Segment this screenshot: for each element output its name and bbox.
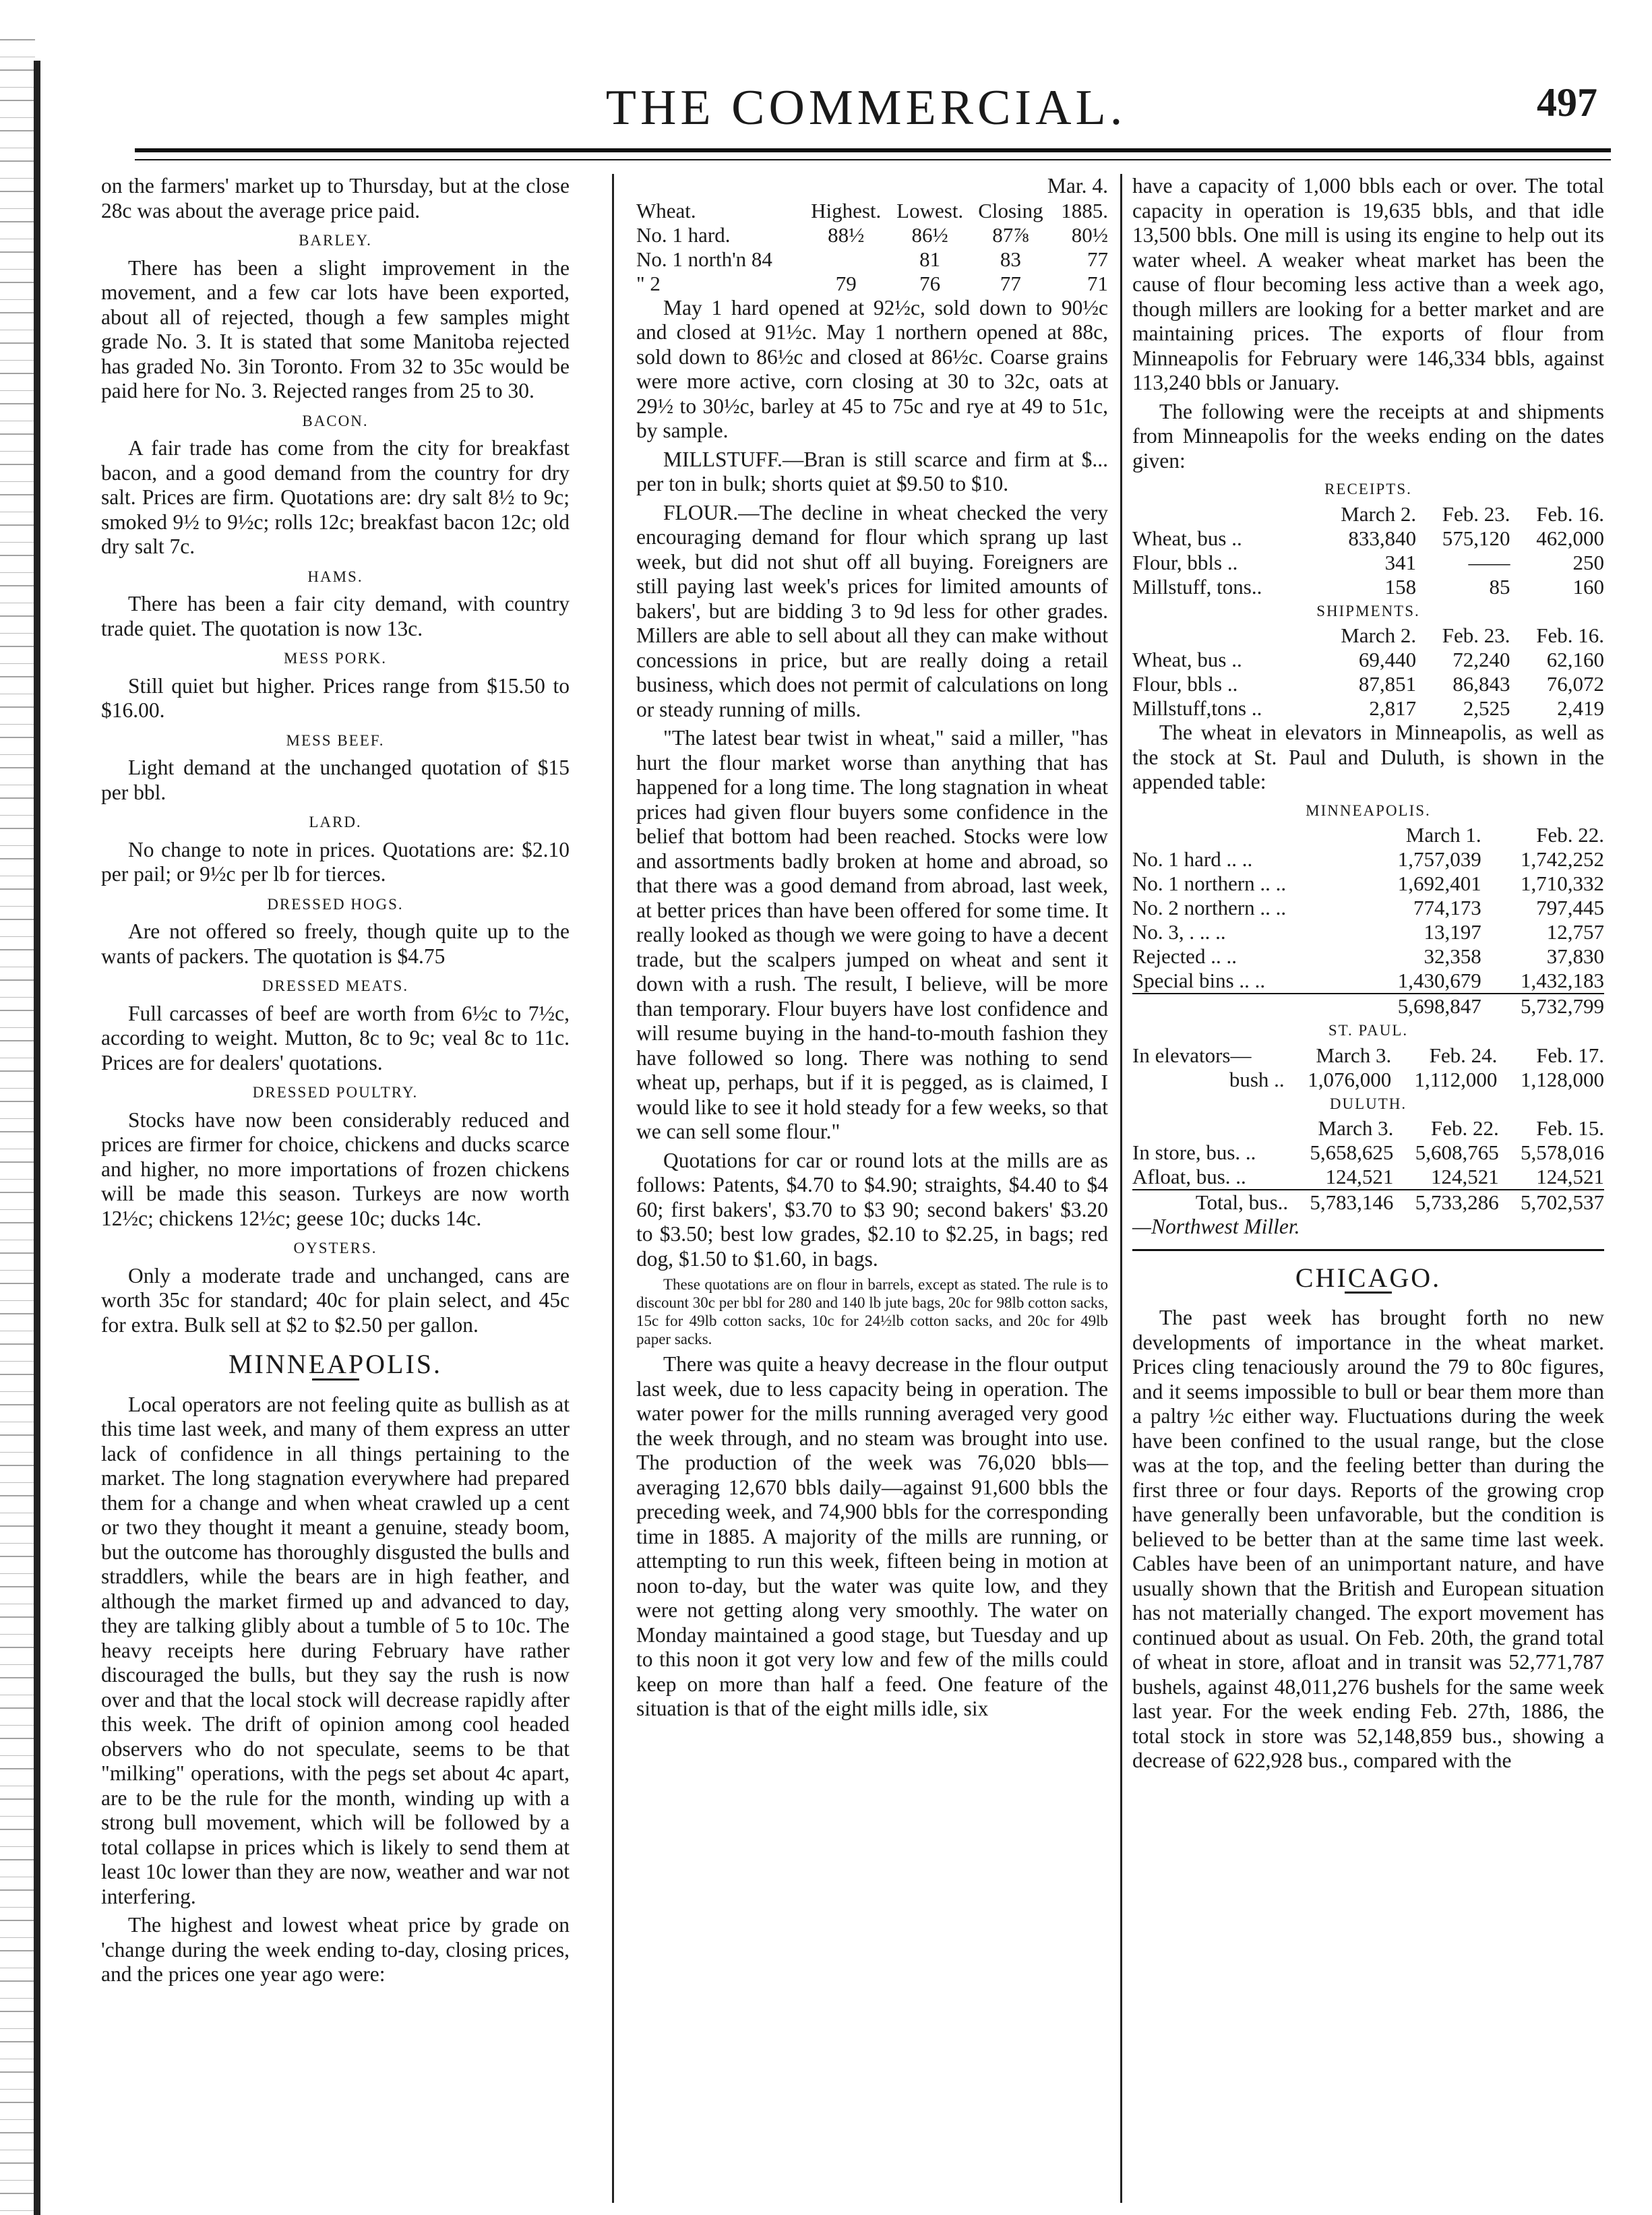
table-header-row <box>1132 1116 1604 1141</box>
table-row <box>1132 575 1604 599</box>
table-cell: 1,076,000 <box>1308 1067 1392 1091</box>
table-cell: Feb. 17. <box>1536 1043 1604 1067</box>
paragraph-quotations: Quotations for car or round lots at the mills are as follows: Patents, $4.70 to $4.90; straights, $4.40 to $4 60; first bakers', $3.70 to $3 90; second bakers' $3.20 to $3.50; best low grades, $2.10 to $2.25, in bags; red dog, $1.50 to $1.60, in bags. <box>636 1148 1108 1271</box>
table-header-cell: Feb. 16. <box>1536 502 1604 526</box>
table-cell: 2,817 <box>1369 696 1417 720</box>
section-heading-dressed-hogs: DRESSED HOGS. <box>267 895 404 913</box>
table-cell: —— <box>1468 550 1510 574</box>
column-3 <box>1132 174 1604 2203</box>
page-title: THE COMMERCIAL. <box>605 80 1127 135</box>
table-cell: No. 2 northern .. .. <box>1132 896 1287 919</box>
paragraph-oysters: Only a moderate trade and unchanged, cans are worth 35c for standard; 40c for plain select, and 45c for extra. Bulk sell at $2 to $2.50 per gallon. <box>101 1263 570 1337</box>
paragraph-dressed-meats: Full carcasses of beef are worth from 6½c to 7½c, according to weight. Mutton, 8c to 9c; veal 8c to 11c. Prices are for dealers' quotations. <box>101 1001 570 1074</box>
section-heading-dressed-meats: DRESSED MEATS. <box>262 977 409 994</box>
table-cell: 76 <box>919 271 941 295</box>
paragraph-lard: No change to note in prices. Quotations are: $2.10 per pail; or 9½c per lb for tierces. <box>101 837 570 886</box>
paragraph-dressed-hogs: Are not offered so freely, though quite up to the wants of packers. The quotation is $4.75 <box>101 919 570 968</box>
table-cell: 37,830 <box>1546 944 1604 968</box>
table-cell: 158 <box>1384 574 1417 599</box>
table-cell: No. 1 north'n 84 <box>636 247 772 271</box>
table-header-cell: Closing <box>978 198 1043 222</box>
table-total-row <box>1132 994 1604 1019</box>
table-cell: 86,843 <box>1452 672 1510 696</box>
table-cell: Wheat, bus .. <box>1132 526 1242 550</box>
table-row <box>1132 526 1604 551</box>
paragraph-following: The following were the receipts at and shipments from Minneapolis for the weeks ending on the dates given: <box>1132 399 1604 473</box>
table-cell: March 3. <box>1316 1043 1392 1067</box>
table-cell: Flour, bbls .. <box>1132 550 1238 574</box>
table-header-row <box>636 199 1108 223</box>
table-row <box>636 223 1108 247</box>
table-header-cell: March 2. <box>1341 624 1417 647</box>
table-cell: 5,698,847 <box>1358 994 1481 1019</box>
table-header-cell: March 1. <box>1405 823 1481 847</box>
table-cell <box>803 247 889 272</box>
table-header-cell: Feb. 16. <box>1536 624 1604 647</box>
table-row <box>1132 1141 1604 1165</box>
table-cell: 77 <box>1000 271 1021 295</box>
table-row <box>1132 944 1604 969</box>
table-cell: Flour, bbls .. <box>1132 672 1238 696</box>
table-cell: 124,521 <box>1430 1165 1499 1188</box>
table-cell: 5,733,286 <box>1393 1190 1498 1215</box>
paragraph-capacity: have a capacity of 1,000 bbls each or over. The total capacity in operation is 19,635 bbls, and that idle 13,500 bbls. One mill is using its engine to help out its water wheel. A weaker wheat market has been the cause of flour becoming less active than a week ago, though millers are looking for a better market and are maintaining prices. The exports of flour from Minneapolis for February were 146,334 bbls, against 113,240 bbls or January. <box>1132 174 1604 394</box>
table-cell: 87⅞ <box>992 222 1029 247</box>
section-title-minneapolis: MINNEAPOLIS. <box>228 1349 443 1379</box>
section-heading-barley: BARLEY. <box>299 232 372 249</box>
table-row <box>1132 969 1604 994</box>
table-cell: No. 3, . .. .. <box>1132 920 1226 944</box>
table-row <box>1132 920 1604 944</box>
source-credit: —Northwest Miller. <box>1132 1215 1300 1238</box>
table-cell: bush .. <box>1229 1067 1285 1091</box>
column-2 <box>636 174 1108 2203</box>
table-cell: 88½ <box>828 222 865 247</box>
table-row <box>1132 872 1604 896</box>
table-header-cell: Lowest. <box>896 198 964 222</box>
table-row <box>1132 847 1604 872</box>
header-rule-thin <box>135 159 1611 160</box>
column-1 <box>101 174 570 2203</box>
table-cell: 1,757,039 <box>1397 847 1481 871</box>
table-cell: " 2 <box>636 271 661 295</box>
table-cell: No. 1 hard. <box>636 222 731 247</box>
table-cell: 81 <box>919 247 941 271</box>
page-number: 497 <box>1537 80 1597 125</box>
table-row <box>1132 1043 1604 1068</box>
table-cell: In elevators— <box>1132 1043 1252 1067</box>
table-cell: 1,692,401 <box>1397 872 1481 895</box>
table-cell: Special bins .. .. <box>1132 969 1266 992</box>
table-cell: 5,702,537 <box>1499 1190 1604 1215</box>
table-cell: Wheat, bus .. <box>1132 648 1242 671</box>
table-cell: 76,072 <box>1546 672 1604 696</box>
column-divider-1 <box>612 174 614 2203</box>
table-cell: 85 <box>1489 574 1510 599</box>
table-header-cell: Feb. 23. <box>1442 502 1510 526</box>
table-row <box>1132 696 1604 721</box>
table-cell: 62,160 <box>1546 648 1604 671</box>
section-heading-dressed-poultry: DRESSED POULTRY. <box>252 1084 419 1101</box>
table-cell: 124,521 <box>1325 1165 1394 1188</box>
paragraph: on the farmers' market up to Thursday, but at the close 28c was about the average price paid. <box>101 174 570 222</box>
table-header-cell: Wheat. <box>636 198 696 222</box>
table-cell: 32,358 <box>1424 944 1481 968</box>
paragraph-dressed-poultry: Stocks have now been considerably reduced and prices are firmer for choice, chickens and ducks scarce and higher, no more importations of frozen chickens will be made this season. Turkeys are now worth 12½c; chickens 12½c; geese 10c; ducks 14c. <box>101 1108 570 1230</box>
column-divider-2 <box>1120 174 1122 2203</box>
paragraph-may: May 1 hard opened at 92½c, sold down to 90½c and closed at 91½c. May 1 northern opened at 88c, sold down to 86½c and closed at 86½c. Coarse grains were more active, corn closing at 30 to 32c, oats at 29½ to 30½c, barley at 45 to 75c and rye at 49 to 51c, by sample. <box>636 295 1108 442</box>
table-cell: 250 <box>1572 550 1604 574</box>
table-cell: No. 1 northern .. .. <box>1132 872 1287 895</box>
table-total-row <box>1132 1190 1604 1215</box>
table-cell: 5,658,625 <box>1310 1141 1394 1164</box>
shipments-table <box>1132 624 1604 721</box>
table-cell: 71 <box>1087 271 1108 295</box>
table-header-row <box>1132 823 1604 847</box>
paragraph-miller-quote: "The latest bear twist in wheat," said a miller, "has hurt the flour market worse than anything that has happened for a long time. The long stagnation in wheat prices had given flour buyers some confidence in the belief that bottom had been reached. Stocks were low and assortments badly broken at home and abroad, so that there was a good demand from abroad, last week, at better prices than have been offered for some time. It really looked as though we were going to have a decent trade, but the scalpers jumped on wheat and sent it down with a rush. The result, I believe, will be more than temporary. Flour buyers have lost confidence and will resume buying in the hand-to-mouth fashion they have followed so long. There was nothing to send wheat up, perhaps, but if it is pegged, as is claimed, I would like to see it hold steady for a few weeks, so that we can sell some flour." <box>636 726 1108 1143</box>
table-row <box>1132 551 1604 575</box>
section-heading-hams: HAMS. <box>307 568 363 585</box>
table-cell: 5,578,016 <box>1521 1141 1604 1164</box>
paragraph-decrease: There was quite a heavy decrease in the flour output last week, due to less capacity being in operation. The water power for the mills running averaged very good the week through, and no steam was brought into use. The production of the week was 76,020 bbls—averaging 12,670 bbls daily—against 91,600 bbls the preceding week, and 74,900 bbls for the corresponding time in 1885. A majority of the mills are running, or attempting to run this week, fifteen being in motion at noon to-day, but the water was quite low, and they were not getting along very smoothly. The water on Monday maintained a good stage, but Tuesday and up to this noon it got very low and few of the mills could keep on more than half a feed. One feature of the situation is that of the eight mills idle, six <box>636 1352 1108 1720</box>
scan-edge <box>0 0 39 2215</box>
paragraph-mess-beef: Light demand at the unchanged quotation of $15 per bbl. <box>101 756 570 804</box>
table-cell: In store, bus. .. <box>1132 1141 1256 1164</box>
table-cell: 5,783,146 <box>1288 1190 1393 1215</box>
wheat-price-table <box>636 199 1108 296</box>
duluth-table <box>1132 1116 1604 1215</box>
table-cell: 1,430,679 <box>1397 969 1481 992</box>
table-cell: 2,419 <box>1557 696 1604 720</box>
table-cell: 79 <box>835 271 857 295</box>
table-row <box>1132 672 1604 696</box>
table-cell: Millstuff, tons.. <box>1132 574 1262 599</box>
minneapolis-table-heading: MINNEAPOLIS. <box>1306 801 1431 819</box>
paragraph-mess-pork: Still quiet but higher. Prices range from $15.50 to $16.00. <box>101 673 570 722</box>
section-heading-lard: LARD. <box>309 814 362 830</box>
paragraph-wheat-elevators: The wheat in elevators in Minneapolis, as well as the stock at St. Paul and Duluth, is shown in the appended table: <box>1132 721 1604 793</box>
table-cell: 72,240 <box>1452 648 1510 671</box>
scan-edge-texture <box>0 27 35 2211</box>
paragraph-bacon: A fair trade has come from the city for breakfast bacon, and a good demand from the country for dry salt. Prices are firm. Quotations are: dry salt 8½ to 9c; smoked 9½ to 9½c; rolls 12c; breakfast bacon 12c; old dry salt 7c. <box>101 436 570 558</box>
table-cell: 341 <box>1384 550 1417 574</box>
table-cell: 83 <box>1000 247 1021 271</box>
table-header-cell: March 2. <box>1341 502 1417 526</box>
section-heading-oysters: OYSTERS. <box>293 1240 377 1256</box>
table-cell: Afloat, bus. .. <box>1132 1165 1246 1188</box>
table-cell: 124,521 <box>1536 1165 1604 1188</box>
table-row <box>636 272 1108 296</box>
paragraph-minneapolis-2: The highest and lowest wheat price by grade on 'change during the week ending to-day, closing prices, and the prices one year ago were: <box>101 1913 570 1986</box>
table-header-cell: March 3. <box>1318 1116 1394 1140</box>
table-cell: 13,197 <box>1424 920 1481 944</box>
paragraph-flour: FLOUR.—The decline in wheat checked the very encouraging demand for flour which sprang up last week, but did not shut off all buying. Foreigners are still paying last week's prices for limited amounts of bakers', but are bidding 3 to 9d less for other grades. Millers are able to sell about all they can make without concessions in price, but are really doing a retail business, which does not permit of calculations on long or steady running of mills. <box>636 500 1108 721</box>
table-header-cell: 1885. <box>1061 198 1108 222</box>
table-header-row <box>1132 624 1604 648</box>
table-cell: 80½ <box>1071 222 1108 247</box>
scan-edge-line <box>34 61 40 2215</box>
table-cell: 12,757 <box>1546 920 1604 944</box>
table-header-cell: Feb. 23. <box>1442 624 1510 647</box>
section-heading-mess-pork: MESS PORK. <box>284 650 387 667</box>
section-heading-mess-beef: MESS BEEF. <box>286 731 385 749</box>
table-cell: 1,432,183 <box>1521 969 1604 992</box>
wheat-table-date: Mar. 4. <box>1047 174 1108 198</box>
table-cell: 5,732,799 <box>1481 994 1604 1019</box>
table-cell: 69,440 <box>1358 648 1417 671</box>
receipts-heading: RECEIPTS. <box>1324 481 1412 497</box>
table-row <box>1132 1165 1604 1190</box>
table-cell: No. 1 hard .. .. <box>1132 847 1253 871</box>
minneapolis-elevator-table <box>1132 823 1604 1019</box>
table-row <box>1132 1068 1604 1092</box>
shipments-heading: SHIPMENTS. <box>1316 602 1420 619</box>
table-cell: 462,000 <box>1536 526 1604 550</box>
table-cell: 833,840 <box>1348 526 1417 550</box>
paragraph-hams: There has been a fair city demand, with country trade quiet. The quotation is now 13c. <box>101 592 570 640</box>
table-cell: 5,608,765 <box>1415 1141 1499 1164</box>
table-cell: 87,851 <box>1358 672 1417 696</box>
table-cell: Millstuff,tons .. <box>1132 696 1262 720</box>
table-cell: 2,525 <box>1463 696 1510 720</box>
table-cell: 86½ <box>911 222 948 247</box>
receipts-table <box>1132 502 1604 599</box>
duluth-heading: DULUTH. <box>1329 1095 1407 1112</box>
table-cell: 1,112,000 <box>1414 1067 1498 1091</box>
table-row <box>1132 896 1604 920</box>
paragraph-minneapolis-1: Local operators are not feeling quite as bullish as at this time last week, and many of them express an utter lack of confidence in all things pertaining to the market. The long stagnation everywhere had prepared them for a change and when wheat crawled up a cent or two they thought it meant a genuine, steady boom, but the outcome has thoroughly disgusted the bulls and straddlers, while the bears are in high feather, and although the market firmed up and advanced to day, they are talking glibly about a tumble of 5 to 10c. The heavy receipts here during February have rather discouraged the bulls, but they say the rush is now over and that the local stock will decrease rapidly after this week. The drift of opinion among cool headed observers who do not speculate, seems to be that "milking" operations, with the pegs set about 4c apart, are to be the rule for the month, winding up with a strong bull movement, which will be followed by a total collapse in prices which is likely to send them at least 10c lower than they are now, weather and war not interfering. <box>101 1392 570 1908</box>
page-header <box>135 80 1597 147</box>
paragraph-chicago: The past week has brought forth no new developments of importance in the wheat market. Prices cling tenaciously around the 79 to 80c figures, and it seems impossible to bull or bear them more than a paltry ½c either way. Fluctuations during the week have been confined to the usual range, but the close was at the top, and the feeling better than during the first three or four days. Reports of the growing crop have generally been unfavorable, but the condition is believed to be better than at the same time last week. Cables have been of an unimportant nature, and have usually shown that the British and European situation has not materially changed. The export movement has continued about as usual. On Feb. 20th, the grand total of wheat in store, afloat and in transit was 52,771,787 bushels, against 48,011,276 bushels for the same week last year. For the week ending Feb. 27th, 1886, the total stock in store was 52,148,859 bus., showing a decrease of 622,928 bus., compared with the <box>1132 1306 1604 1772</box>
table-cell: 160 <box>1572 574 1604 599</box>
section-title-chicago: CHICAGO. <box>1295 1262 1442 1293</box>
table-header-cell: Feb. 22. <box>1430 1116 1499 1140</box>
st-paul-table <box>1132 1043 1604 1092</box>
paragraph-barley: There has been a slight improvement in the movement, and a few car lots have been exported, about all of rejected, though a few samples might grade No. 3. It is stated that some Manitoba rejected has graded No. 3in Toronto. From 32 to 35c would be paid here for No. 3. Rejected ranges from 25 to 30. <box>101 255 570 402</box>
table-row <box>636 247 1108 272</box>
table-cell: 77 <box>1087 247 1108 271</box>
table-row <box>1132 648 1604 672</box>
header-rule-thick <box>135 148 1611 152</box>
table-cell: 797,445 <box>1536 896 1604 919</box>
table-header-cell: Feb. 22. <box>1536 823 1604 847</box>
table-cell: 1,742,252 <box>1521 847 1604 871</box>
table-header-row <box>1132 502 1604 526</box>
paragraph-millstuff: MILLSTUFF.—Bran is still scarce and firm at $... per ton in bulk; shorts quiet at $9.50 to $10. <box>636 447 1108 495</box>
table-cell: 774,173 <box>1413 896 1481 919</box>
table-cell: 1,710,332 <box>1521 872 1604 895</box>
table-cell: 575,120 <box>1442 526 1510 550</box>
table-cell: Feb. 24. <box>1429 1043 1498 1067</box>
table-cell: Rejected .. .. <box>1132 944 1237 968</box>
table-cell: Total, bus.. <box>1132 1190 1288 1215</box>
paragraph-small-print: These quotations are on flour in barrels, except as stated. The rule is to discount 30c per bbl for 280 and 140 lb jute bags, 20c for 98lb cotton sacks, 15c for 49lb cotton sacks, 10c for 24½lb cotton sacks, and 20c for 49lb paper sacks. <box>636 1276 1108 1347</box>
table-header-cell: Highest. <box>811 198 882 222</box>
table-cell: 1,128,000 <box>1521 1067 1604 1091</box>
st-paul-heading: ST. PAUL. <box>1328 1022 1409 1039</box>
section-heading-bacon: BACON. <box>302 412 369 429</box>
table-header-cell: Feb. 15. <box>1536 1116 1604 1140</box>
section-separator <box>1132 1249 1604 1251</box>
